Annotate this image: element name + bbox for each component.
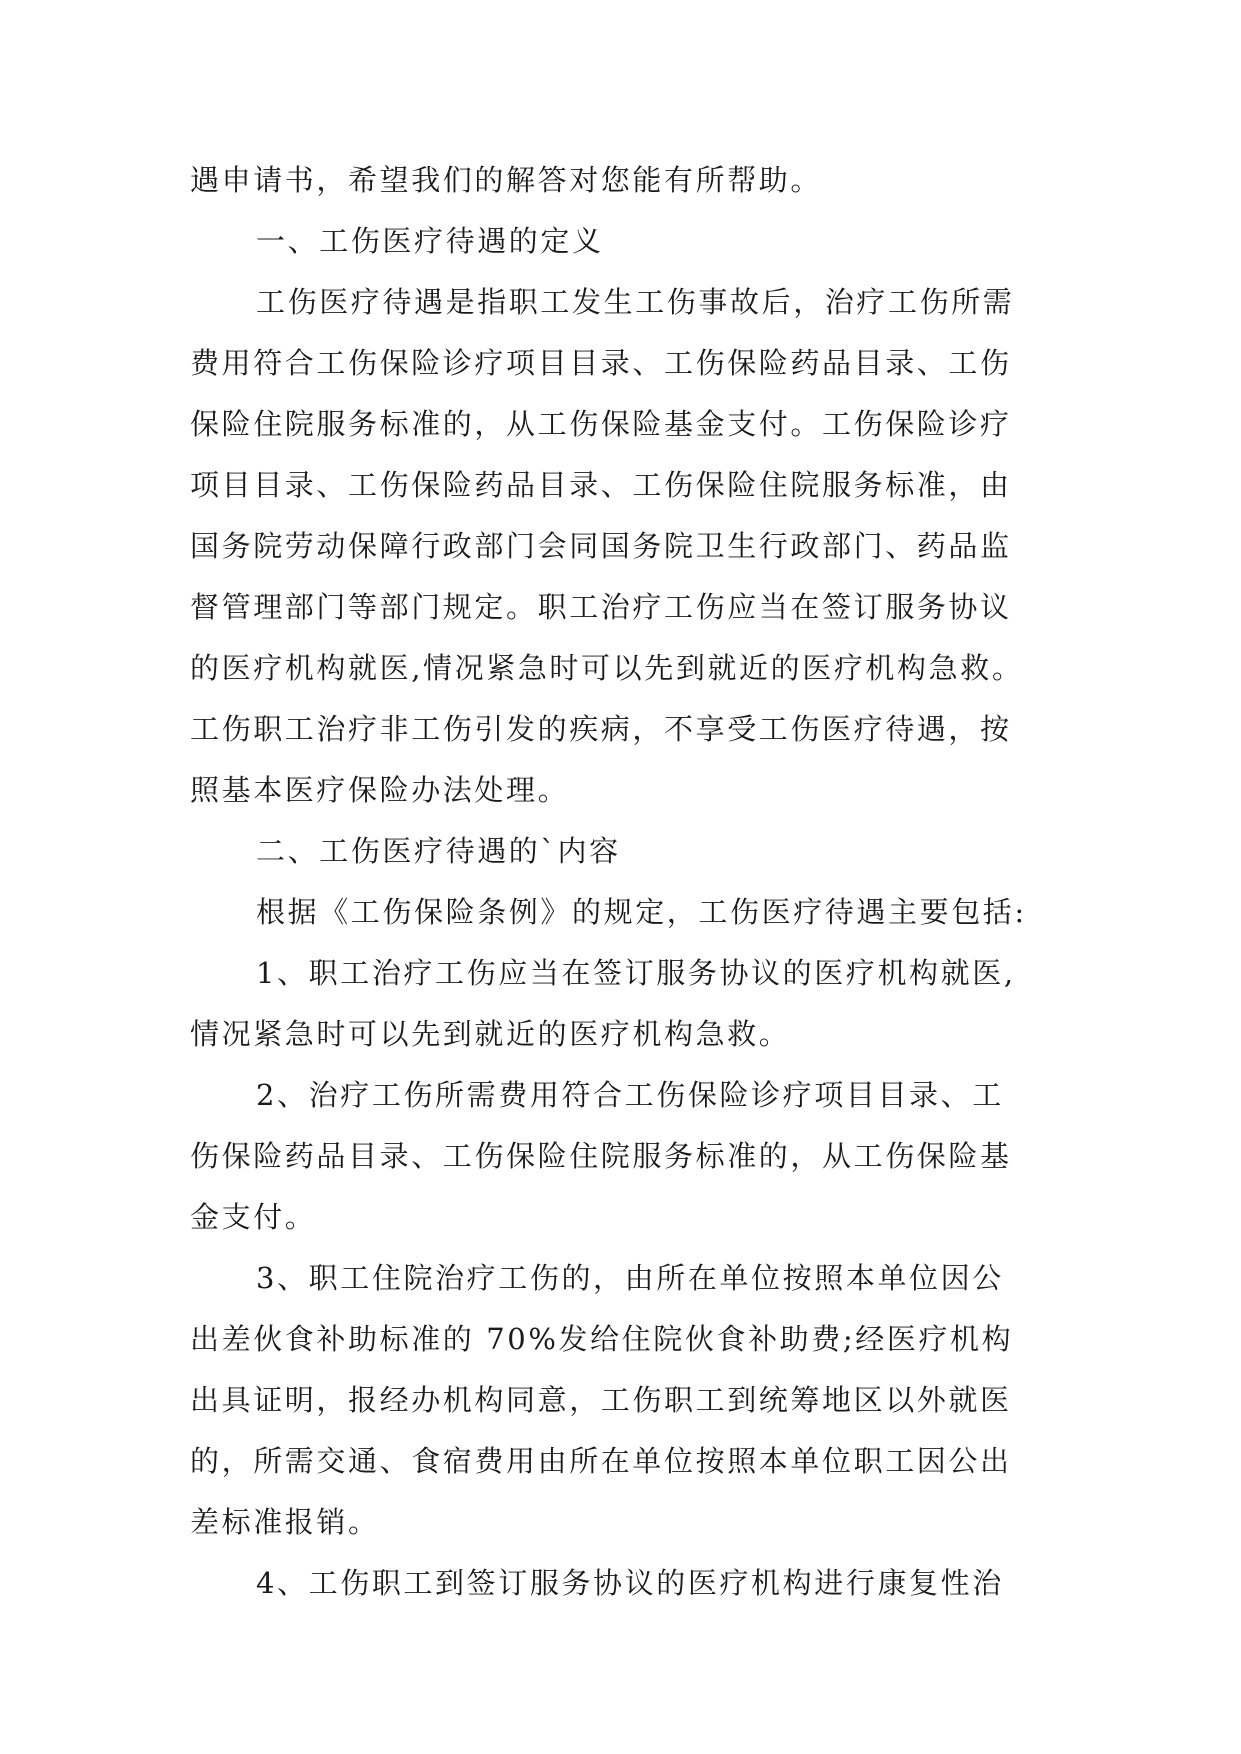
text-line: 4、工伤职工到签订服务协议的医疗机构进行康复性治 [256,1566,1004,1600]
text-line: 工伤职工治疗非工伤引发的疾病，不享受工伤医疗待遇，按 [190,712,1012,746]
text-line: 的医疗机构就医,情况紧急时可以先到就近的医疗机构急救。 [190,651,1024,685]
text-line: 情况紧急时可以先到就近的医疗机构急救。 [190,1017,791,1051]
text-line: 国务院劳动保障行政部门会同国务院卫生行政部门、药品监 [190,529,1012,563]
text-line: 工伤医疗待遇是指职工发生工伤事故后，治疗工伤所需 [256,285,1015,319]
text-line: 照基本医疗保险办法处理。 [190,773,570,807]
text-line: 项目目录、工伤保险药品目录、工伤保险住院服务标准，由 [190,468,1012,502]
text-line: 金支付。 [190,1200,317,1234]
text-line: 一、工伤医疗待遇的定义 [256,224,604,258]
text-line: 1、职工治疗工伤应当在签订服务协议的医疗机构就医, [256,956,1016,990]
text-line: 二、工伤医疗待遇的`内容 [256,834,621,868]
text-line: 出差伙食补助标准的 70%发给住院伙食补助费;经医疗机构 [190,1322,1014,1356]
text-line: 保险住院服务标准的，从工伤保险基金支付。工伤保险诊疗 [190,407,1012,441]
text-line: 督管理部门等部门规定。职工治疗工伤应当在签订服务协议 [190,590,1012,624]
text-line: 差标准报销。 [190,1505,380,1539]
text-line: 伤保险药品目录、工伤保险住院服务标准的，从工伤保险基 [190,1139,1012,1173]
text-line: 出具证明，报经办机构同意，工伤职工到统筹地区以外就医 [190,1383,1012,1417]
text-line: 的，所需交通、食宿费用由所在单位按照本单位职工因公出 [190,1444,1012,1478]
text-line: 2、治疗工伤所需费用符合工伤保险诊疗项目目录、工 [256,1078,1004,1112]
text-line: 根据《工伤保险条例》的规定，工伤医疗待遇主要包括: [256,895,1027,929]
text-line: 3、职工住院治疗工伤的，由所在单位按照本单位因公 [256,1261,1004,1295]
text-line: 遇申请书，希望我们的解答对您能有所帮助。 [190,163,823,197]
body-text [190,150,1062,1614]
text-line: 费用符合工伤保险诊疗项目目录、工伤保险药品目录、工伤 [190,346,1012,380]
